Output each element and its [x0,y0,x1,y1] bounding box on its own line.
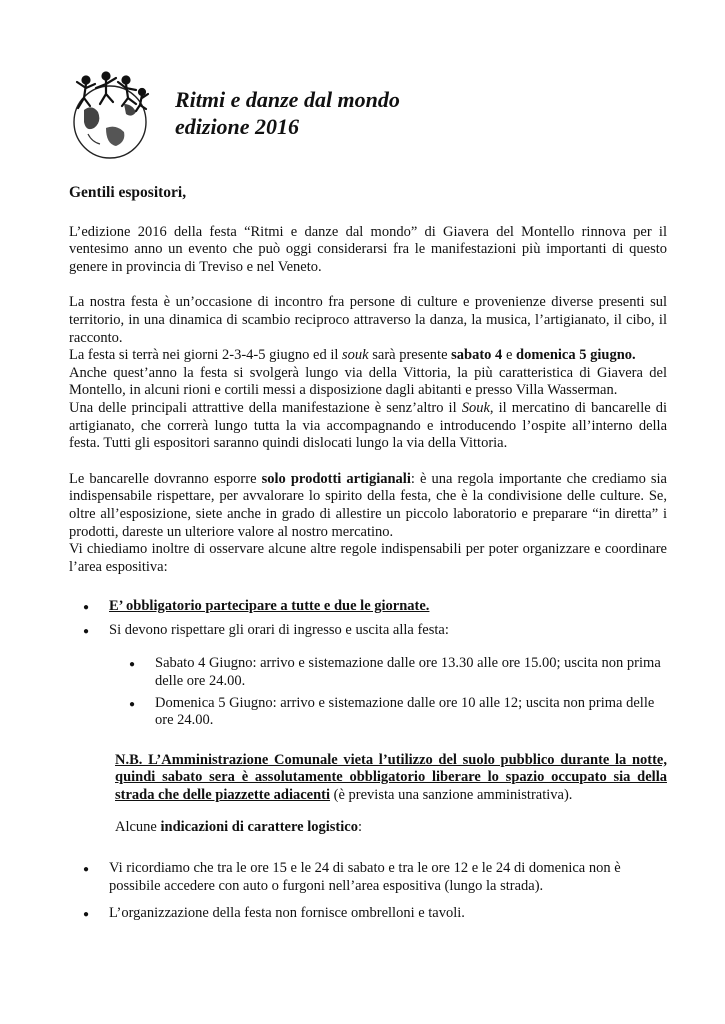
document-title [175,86,400,140]
souk-term: souk [342,347,369,364]
title-line-2: edizione 2016 [175,114,300,139]
rules-list [69,598,667,639]
rule-attendance: E’ obbligatorio partecipare a tutte e due le giornate. [109,598,430,615]
logistics-list [69,860,667,923]
paragraph-intro: L’edizione 2016 della festa “Ritmi e danze dal mondo” di Giavera del Montello rinnova per il ventesimo anno un evento che può oggi considerarsi fra le manifestazioni più importanti di questo genere in provincia di Treviso e nel Veneto. [69,223,667,275]
text: e [502,347,516,364]
text: La festa si terrà nei giorni 2-3-4-5 giugno ed il [69,347,343,364]
title-line-1: Ritmi e danze dal mondo [175,87,400,112]
text: : [357,818,362,835]
text: : è una regola importante che crediamo sia indispensabile rispettare, per avvalorare lo spirito della festa, che è la condivisione delle culture. Se, oltre all’esposizione, siete anche in grado di allestire un piccolo laboratorio e preparare “in diretta” i prodotti, dareste un ulteriore valore al nostro mercatino. [69,470,667,540]
list-item: ● Sabato 4 Giugno: arrivo e sistemazione dalle ore 13.30 alle ore 15.00; uscita non prima delle ore 24.00. [115,655,667,690]
logistics-label: indicazioni di carattere logistico [160,818,358,835]
list-item: ● Vi ricordiamo che tra le ore 15 e le 24 di sabato e tra le ore 12 e le 24 di domenica non è possibile accedere con auto o furgoni nell’area espositiva (lungo la strada). [69,860,667,895]
text: sarà presente [368,347,452,364]
paragraph-dates [69,347,667,365]
products-rule: solo prodotti artigianali [261,470,411,487]
list-item: ● Domenica 5 Giugno: arrivo e sistemazione dalle ore 10 alle 12; uscita non prima delle ore 24.00. [115,695,667,730]
text: (è prevista una sanzione amministrativa). [330,787,573,804]
paragraph-rules-intro: Vi chiediamo inoltre di osservare alcune altre regole indispensabili per poter organizzare e coordinare l’area espositiva: [69,541,667,575]
paragraph-festa: La nostra festa è un’occasione di incontro fra persone di culture e provenienze diverse presenti sul territorio, in una dinamica di scambio reciproco attraverso la danza, la musica, l’artigianato, il cibo, il racconto. [69,294,667,346]
date-sunday: domenica 5 giugno. [516,347,636,364]
paragraph-products [69,471,667,541]
greeting: Gentili espositori, [69,184,187,201]
text: Le bancarelle dovranno esporre [69,470,262,487]
souk-term: Souk [461,399,490,416]
list-item: ● L’organizzazione della festa non fornisce ombrelloni e tavoli. [69,905,667,923]
text: Alcune [115,818,161,835]
note-nb [115,752,667,805]
text: , il mercatino di bancarelle di artigianato, che correrà lungo tutta la via accompagnando e introducendo l’ospite all’interno della festa. Tutti gli espositori saranno quindi dislocati lungo la via della Vittoria. [69,399,668,452]
text: Una delle principali attrattive della manifestazione è senz’altro il [69,399,462,416]
note-warning: N.B. L’Amministrazione Comunale vieta l’utilizzo del suolo pubblico durante la notte, quindi sabato sera è assolutamente obbligatorio liberare lo spazio occupato sia della strada che delle piazzette adiacenti [115,751,667,804]
logistics-intro [115,819,667,837]
paragraph-souk [69,400,667,453]
date-saturday: sabato 4 [451,347,503,364]
letter-body [69,184,667,933]
schedule-list [115,655,667,729]
list-item [69,598,667,616]
list-item: ● Si devono rispettare gli orari di ingresso e uscita alla festa: [69,622,667,640]
paragraph-location: Anche quest’anno la festa si svolgerà lungo via della Vittoria, la più caratteristica di Giavera del Montello, in alcuni rioni e cortili messi a disposizione dagli abitanti e presso Villa Wasserman. [69,364,667,399]
globe-dancers-logo-icon [66,70,154,160]
